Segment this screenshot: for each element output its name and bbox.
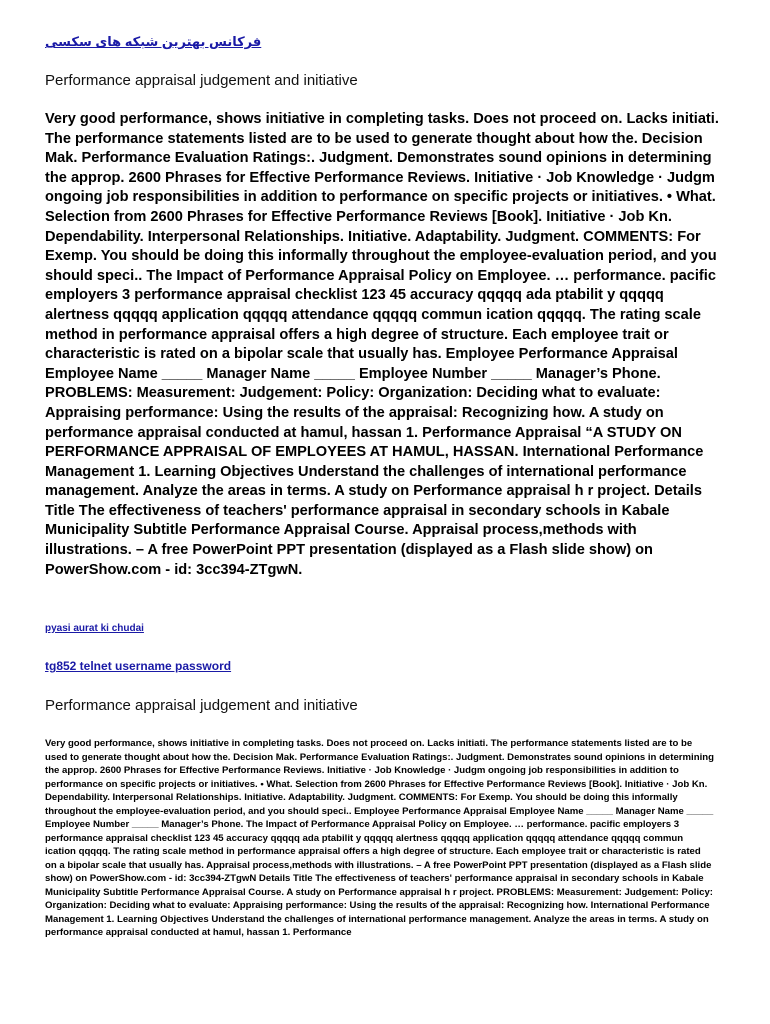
section-heading-2: Performance appraisal judgement and initiative — [45, 697, 358, 714]
top-link[interactable]: فرکانس بهترین شبکه های سکسی — [45, 34, 262, 49]
section-heading-1: Performance appraisal judgement and initiative — [45, 72, 358, 89]
main-paragraph: Very good performance, shows initiative in completing tasks. Does not proceed on. Lacks initiati. The performance statements listed are to be used to generate thought about how the. Decision Mak. Performance Evaluation Ratings:. Judgment. Demonstrates sound opinions in determining the approp. 2600 Phrases for Effective Performance Reviews. Initiative · Job Knowledge · Judgm ongoing job responsibilities in addition to performance on specific projects or initiatives. • What. Selection from 2600 Phrases for Effective Performance Reviews [Book]. Initiative · Job Kn. Dependability. Interpersonal Relationships. Initiative. Adaptability. Judgment. COMMENTS: For Exemp. You should be doing this informally throughout the employee-evaluation period, and you should speci.. The Impact of Performance Appraisal Policy on Employee. … performance. pacific employers 3 performance appraisal checklist 123 45 accuracy qqqqq ada ptabilit y qqqqq alertness qqqqq application qqqqq attendance qqqqq commun ication qqqqq. The rating scale method in performance appraisal offers a high degree of structure. Each employee trait or characteristic is rated on a bipolar scale that usually has. Employee Performance Appraisal Employee Name _____ Manager Name _____ Employee Number _____ Manager’s Phone. PROBLEMS: Measurement: Judgement: Policy: Organization: Deciding what to evaluate: Appraising performance: Using the results of the appraisal: Recognizing how. A study on performance appraisal conducted at hamul, hassan 1. Performance Appraisal “A STUDY ON PERFORMANCE APPRAISAL OF EMPLOYEES AT HAMUL, HASSAN. International Performance Management 1. Learning Objectives Understand the challenges of international performance management. Analyze the areas in terms. A study on Performance appraisal h r project. Details Title The effectiveness of teachers' performance appraisal in secondary schools in Kabale Municipality Subtitle Performance Appraisal Course. Appraisal process,methods with illustrations. – A free PowerPoint PPT presentation (displayed as a Flash slide show) on PowerShow.com - id: 3cc394-ZTgwN. — [45, 111, 719, 578]
link-telnet[interactable]: tg852 telnet username password — [45, 659, 232, 673]
small-paragraph: Very good performance, shows initiative in completing tasks. Does not proceed on. Lacks initiati. The performance statements listed are to be used to generate thought about how the. Decision Mak. Performance Evaluation Ratings:. Judgment. Demonstrates sound opinions in determining the approp. 2600 Phrases for Effective Performance Reviews. Initiative · Job Knowledge · Judgm ongoing job responsibilities in addition to performance on specific projects or initiatives. • What. Selection from 2600 Phrases for Effective Performance Reviews [Book]. Initiative · Job Kn. Dependability. Interpersonal Relationships. Initiative. Adaptability. Judgment. COMMENTS: For Exemp. You should be doing this informally throughout the employee-evaluation period, and you should speci.. Employee Performance Appraisal Employee Name _____ Manager Name _____ Employee Number _____ Manager’s Phone. The Impact of Performance Appraisal Policy on Employee. … performance. pacific employers 3 performance appraisal checklist 123 45 accuracy qqqqq ada ptabilit y qqqqq alertness qqqqq application qqqqq attendance qqqqq commun ication qqqqq. The rating scale method in performance appraisal offers a high degree of structure. Each employee trait or characteristic is rated on a bipolar scale that usually has. Appraisal process,methods with illustrations. – A free PowerPoint PPT presentation (displayed as a Flash slide show) on PowerShow.com - id: 3cc394-ZTgwN Details Title The effectiveness of teachers' performance appraisal in secondary schools in Kabale Municipality Subtitle Performance Appraisal Course. A study on Performance appraisal h r project. PROBLEMS: Measurement: Judgement: Policy: Organization: Deciding what to evaluate: Appraising performance: Using the results of the appraisal: Recognizing how. International Performance Management 1. Learning Objectives Understand the challenges of international performance management. Analyze the areas in terms. A study on performance appraisal conducted at hamul, hassan 1. Performance — [45, 738, 714, 938]
link-pyasi[interactable]: pyasi aurat ki chudai — [45, 623, 144, 634]
